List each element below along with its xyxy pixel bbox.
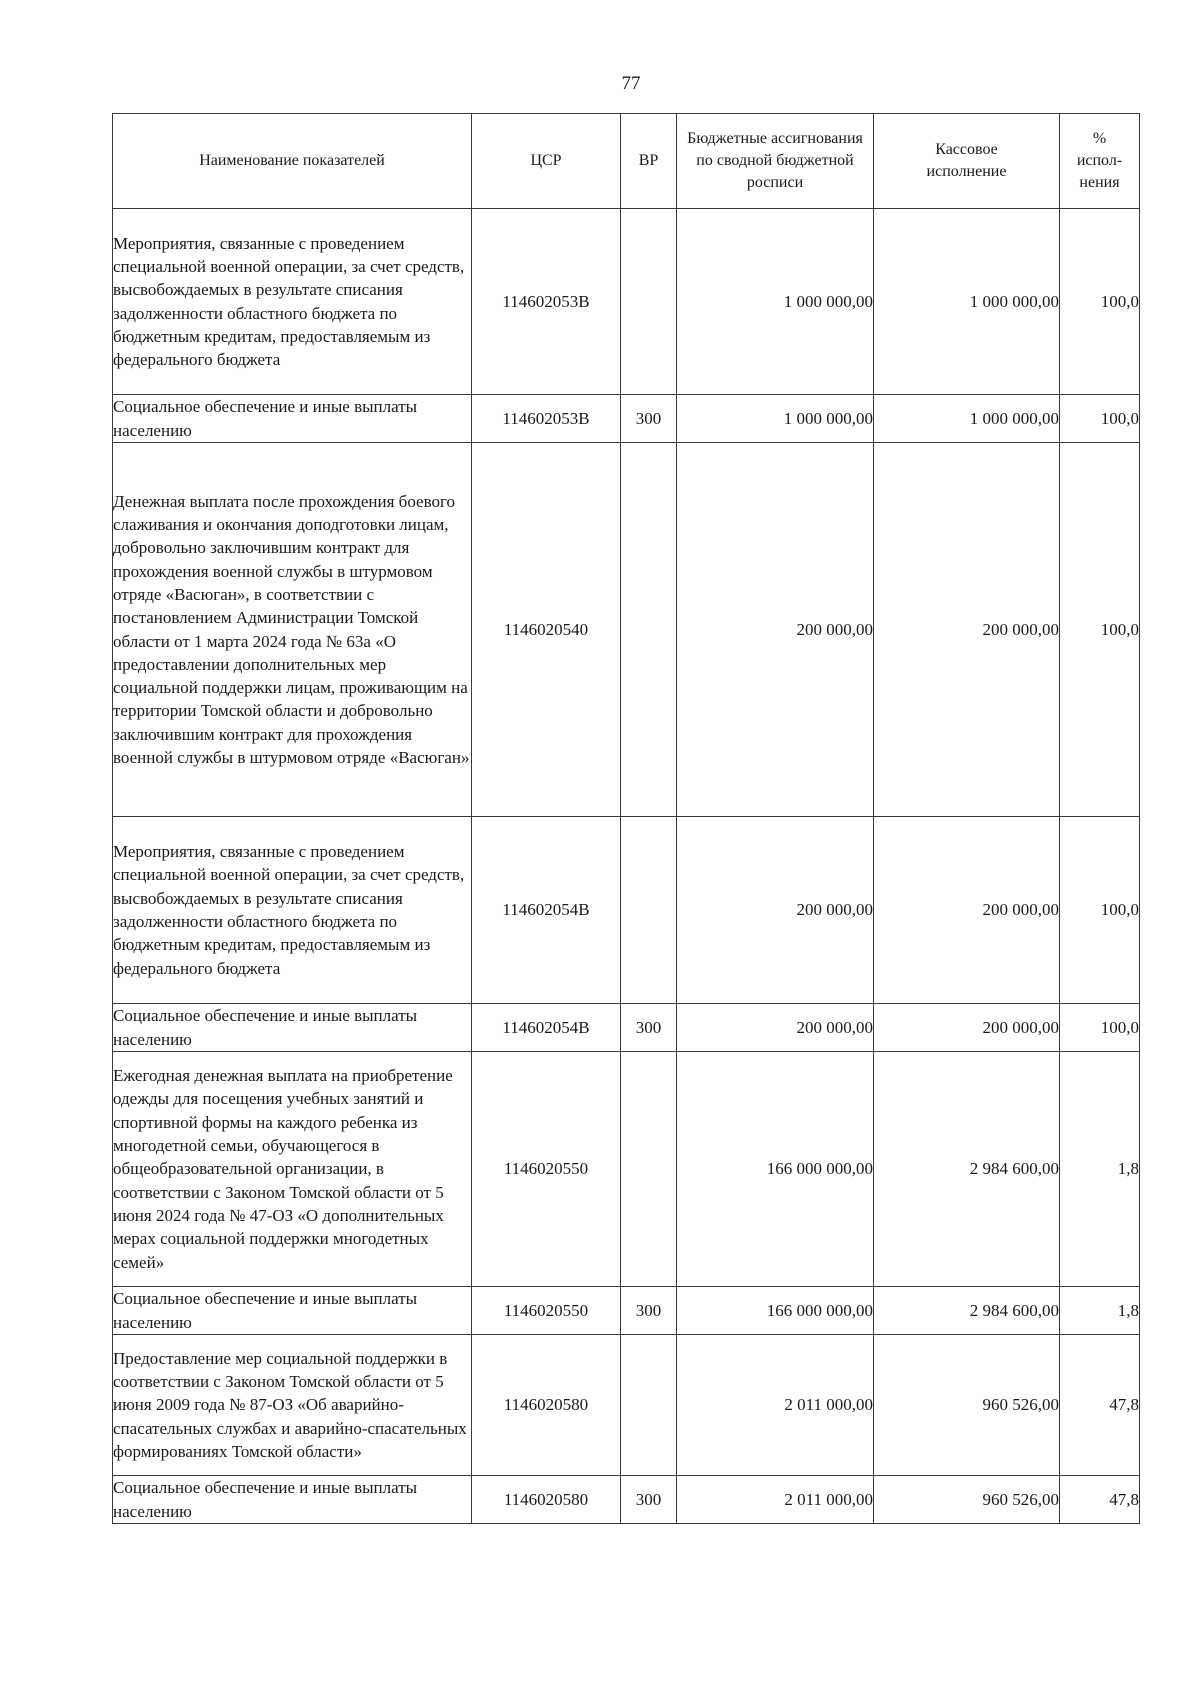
header-percent <box>1060 114 1140 209</box>
row-csr: 114602053В <box>472 209 621 395</box>
page-number: 77 <box>621 73 641 94</box>
row-name: Мероприятия, связанные с проведением специальной военной операции, за счет средств, высвобождаемых в результате списания задолженности областного бюджета по бюджетным кредитам, предоставляемым из федерального бюджета <box>113 817 472 1004</box>
table-row <box>113 209 1140 395</box>
header-cash <box>874 114 1060 209</box>
table-row <box>113 395 1140 443</box>
row-name: Социальное обеспечение и иные выплаты населению <box>113 1476 472 1524</box>
row-cash: 200 000,00 <box>874 1004 1060 1052</box>
row-percent: 100,0 <box>1060 1004 1140 1052</box>
row-csr: 114602054В <box>472 1004 621 1052</box>
row-vr: 300 <box>621 1287 677 1335</box>
table-row <box>113 1287 1140 1335</box>
row-percent: 100,0 <box>1060 395 1140 443</box>
row-budget: 200 000,00 <box>677 443 874 817</box>
row-cash: 2 984 600,00 <box>874 1287 1060 1335</box>
row-name: Социальное обеспечение и иные выплаты населению <box>113 1004 472 1052</box>
header-budget <box>677 114 874 209</box>
row-vr <box>621 1335 677 1476</box>
header-name: Наименование показателей <box>113 114 472 209</box>
header-percent-text: % испол-нения <box>1076 130 1123 191</box>
row-csr: 114602054В <box>472 817 621 1004</box>
table-row <box>113 1004 1140 1052</box>
row-vr <box>621 443 677 817</box>
row-budget: 2 011 000,00 <box>677 1476 874 1524</box>
header-cash-text: Кассовое исполнение <box>926 141 1007 180</box>
table-row <box>113 1476 1140 1524</box>
row-vr <box>621 817 677 1004</box>
row-percent: 1,8 <box>1060 1052 1140 1287</box>
row-vr: 300 <box>621 395 677 443</box>
row-percent: 100,0 <box>1060 209 1140 395</box>
row-name: Денежная выплата после прохождения боевого слаживания и окончания доподготовки лицам, добровольно заключившим контракт для прохождения военной службы в штурмовом отряде «Васюган», в соответствии с постановлением Администрации Томской области от 1 марта 2024 года № 63а «О предоставлении дополнительных мер социальной поддержки лицам, проживающим на территории Томской области и добровольно заключившим контракт для прохождения военной службы в штурмовом отряде «Васюган» <box>113 443 472 817</box>
row-budget: 200 000,00 <box>677 1004 874 1052</box>
row-percent: 100,0 <box>1060 443 1140 817</box>
row-cash: 200 000,00 <box>874 443 1060 817</box>
row-cash: 2 984 600,00 <box>874 1052 1060 1287</box>
row-cash: 1 000 000,00 <box>874 209 1060 395</box>
row-csr: 1146020550 <box>472 1287 621 1335</box>
header-budget-text: Бюджетные ассигнования по сводной бюджетной росписи <box>687 130 863 191</box>
row-csr: 1146020580 <box>472 1335 621 1476</box>
row-csr: 1146020550 <box>472 1052 621 1287</box>
row-percent: 47,8 <box>1060 1476 1140 1524</box>
row-budget: 2 011 000,00 <box>677 1335 874 1476</box>
row-name: Социальное обеспечение и иные выплаты населению <box>113 395 472 443</box>
row-name: Социальное обеспечение и иные выплаты населению <box>113 1287 472 1335</box>
row-budget: 200 000,00 <box>677 817 874 1004</box>
header-csr: ЦСР <box>472 114 621 209</box>
table-header-row <box>113 114 1140 209</box>
row-name: Мероприятия, связанные с проведением специальной военной операции, за счет средств, высвобождаемых в результате списания задолженности областного бюджета по бюджетным кредитам, предоставляемым из федерального бюджета <box>113 209 472 395</box>
row-percent: 100,0 <box>1060 817 1140 1004</box>
row-vr <box>621 209 677 395</box>
row-name: Ежегодная денежная выплата на приобретение одежды для посещения учебных занятий и спортивной формы на каждого ребенка из многодетной семьи, обучающегося в общеобразовательной организации, в соответствии с Законом Томской области от 5 июня 2024 года № 47-ОЗ «О дополнительных мерах социальной поддержки многодетных семей» <box>113 1052 472 1287</box>
row-vr <box>621 1052 677 1287</box>
row-cash: 960 526,00 <box>874 1476 1060 1524</box>
row-name: Предоставление мер социальной поддержки в соответствии с Законом Томской области от 5 июня 2009 года № 87-ОЗ «Об аварийно-спасательных службах и аварийно-спасательных формированиях Томской области» <box>113 1335 472 1476</box>
row-csr: 1146020540 <box>472 443 621 817</box>
row-budget: 166 000 000,00 <box>677 1287 874 1335</box>
row-budget: 1 000 000,00 <box>677 395 874 443</box>
row-percent: 1,8 <box>1060 1287 1140 1335</box>
row-vr: 300 <box>621 1004 677 1052</box>
budget-execution-table <box>112 113 1140 1524</box>
table-row <box>113 817 1140 1004</box>
table-row <box>113 1335 1140 1476</box>
row-csr: 114602053В <box>472 395 621 443</box>
row-vr: 300 <box>621 1476 677 1524</box>
table-row <box>113 443 1140 817</box>
row-cash: 1 000 000,00 <box>874 395 1060 443</box>
row-csr: 1146020580 <box>472 1476 621 1524</box>
row-percent: 47,8 <box>1060 1335 1140 1476</box>
row-budget: 166 000 000,00 <box>677 1052 874 1287</box>
row-cash: 960 526,00 <box>874 1335 1060 1476</box>
table-row <box>113 1052 1140 1287</box>
row-budget: 1 000 000,00 <box>677 209 874 395</box>
row-cash: 200 000,00 <box>874 817 1060 1004</box>
header-vr: ВР <box>621 114 677 209</box>
